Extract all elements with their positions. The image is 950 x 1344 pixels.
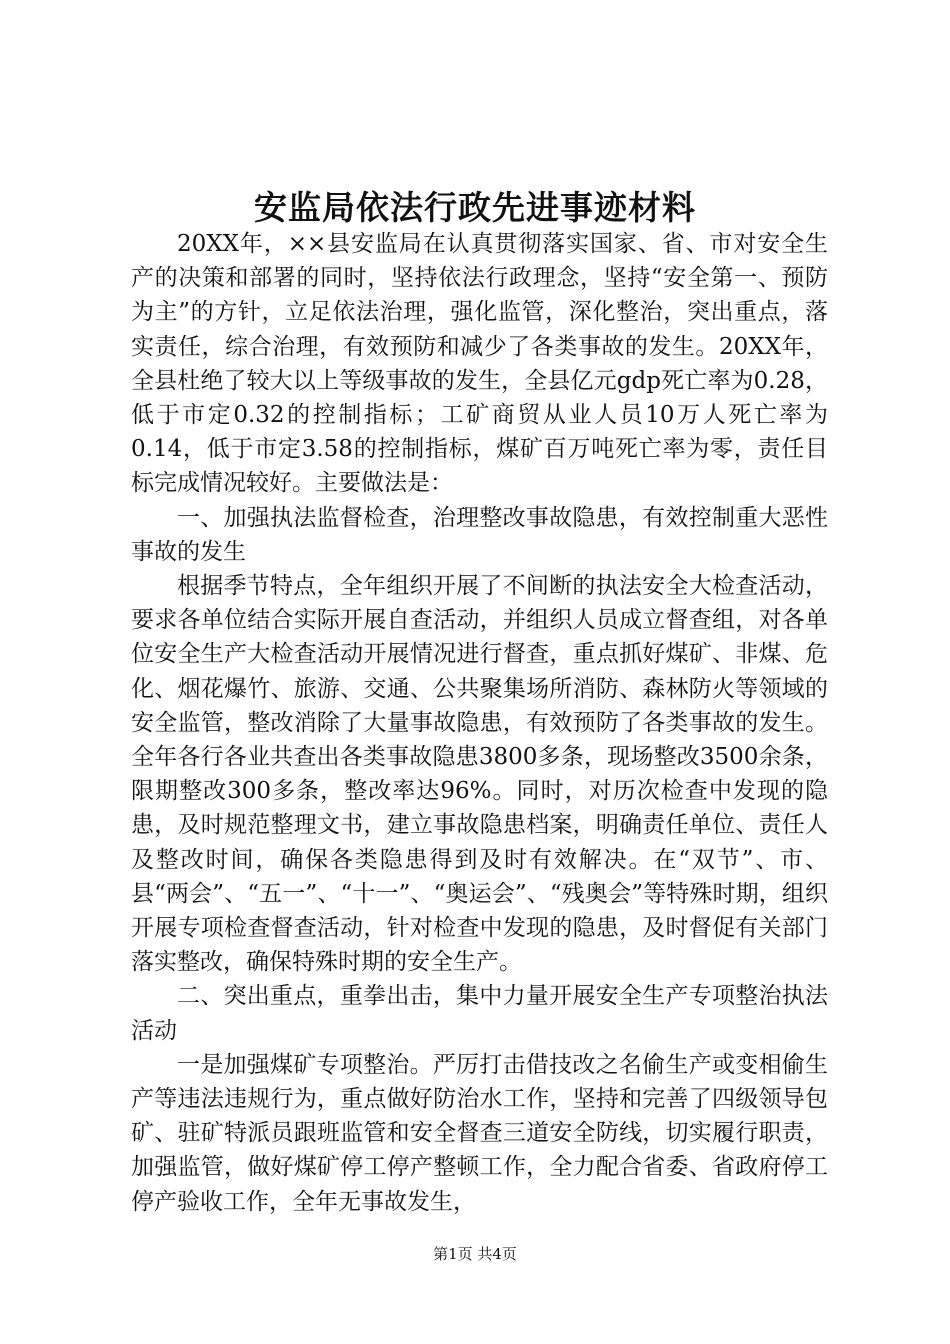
heading-section-1: 一、加强执法监督检查，治理整改事故隐患，有效控制重大恶性事故的发生 <box>131 504 828 565</box>
heading-section-2: 二、突出重点，重拳出击，集中力量开展安全生产专项整治执法活动 <box>131 983 828 1044</box>
document-body <box>131 227 828 1219</box>
paragraph-section-2: 一是加强煤矿专项整治。严厉打击借技改之名偷生产或变相偷生产等违法违规行为，重点做好防治水工作，坚持和完善了四级领导包矿、驻矿特派员跟班监管和安全督查三道安全防线，切实履行职责，加强监管，做好煤矿停工停产整顿工作，全力配合省委、省政府停工停产验收工作，全年无事故发生， <box>131 1051 828 1215</box>
page-number-footer: 第1页 共4页 <box>433 1245 517 1263</box>
paragraph-intro: 20XX年，××县安监局在认真贯彻落实国家、省、市对安全生产的决策和部署的同时，坚持依法行政理念，坚持“安全第一、预防为主”的方针，立足依法治理，强化监管，深化整治，突出重点，落实责任，综合治理，有效预防和减少了各类事故的发生。20XX年，全县杜绝了较大以上等级事故的发生，全县亿元gdp死亡率为0.28，低于市定0.32的控制指标；工矿商贸从业人员10万人死亡率为0.14，低于市定3.58的控制指标，煤矿百万吨死亡率为零，责任目标完成情况较好。主要做法是： <box>131 231 828 497</box>
document-title: 安监局依法行政先进事迹材料 <box>254 188 696 227</box>
paragraph-section-1: 根据季节特点，全年组织开展了不间断的执法安全大检查活动，要求各单位结合实际开展自查活动，并组织人员成立督查组，对各单位安全生产大检查活动开展情况进行督查，重点抓好煤矿、非煤、危化、烟花爆竹、旅游、交通、公共聚集场所消防、森林防火等领域的安全监管，整改消除了大量事故隐患，有效预防了各类事故的发生。全年各行各业共查出各类事故隐患3800多条，现场整改3500余条，限期整改300多条，整改率达96%。同时，对历次检查中发现的隐患，及时规范整理文书，建立事故隐患档案，明确责任单位、责任人及整改时间，确保各类隐患得到及时有效解决。在“双节”、市、县“两会”、“五一”、“十一”、“奥运会”、“残奥会”等特殊时期，组织开展专项检查督查活动，针对检查中发现的隐患，及时督促有关部门落实整改，确保特殊时期的安全生产。 <box>131 573 828 976</box>
